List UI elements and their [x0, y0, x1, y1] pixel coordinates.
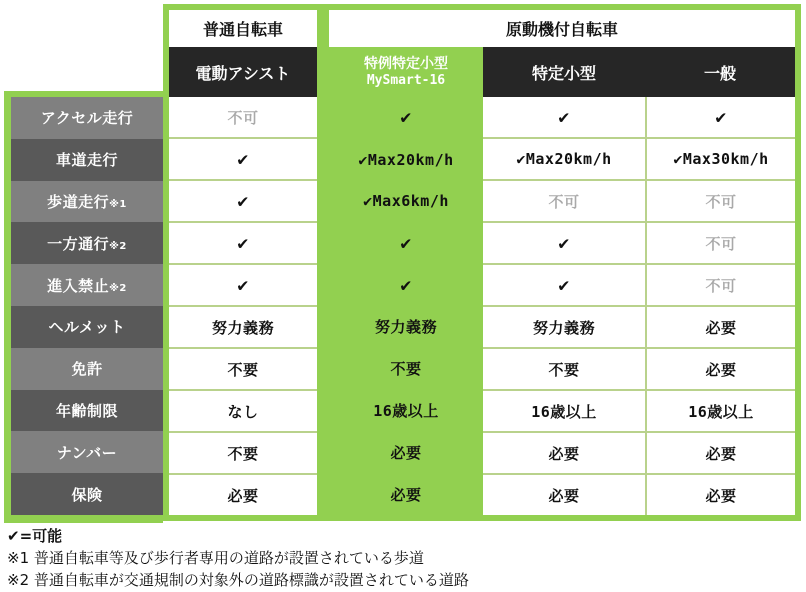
- table-cell: ✔Max6km/h: [363, 192, 449, 211]
- row-label-column: [4, 91, 163, 523]
- table-cell: 努力義務: [483, 305, 645, 347]
- row-label-text: 一方通行: [47, 234, 110, 253]
- column-group-motorized-bicycle: [323, 4, 801, 521]
- group-header-regular-bicycle: 普通自転車: [169, 10, 317, 47]
- table-cell: 必要: [390, 443, 422, 462]
- footnote-1: ※1 普通自転車等及び歩行者専用の道路が設置されている歩道: [7, 549, 424, 567]
- footnotes: [7, 525, 787, 591]
- table-cell: ✔: [400, 107, 412, 129]
- row-label-footnote-ref: ※2: [109, 240, 127, 252]
- table-cell: ✔: [645, 97, 795, 137]
- table-cell: 不要: [390, 360, 422, 379]
- row-label-text: ヘルメット: [48, 318, 126, 337]
- table-cell: 必要: [645, 347, 795, 389]
- column-general-cells: [645, 97, 795, 515]
- row-label-text: 車道走行: [55, 151, 118, 170]
- table-cell: ✔: [169, 179, 317, 221]
- table-cell: ✔Max20km/h: [358, 150, 454, 169]
- motorized-columns: [329, 47, 795, 515]
- table-cell: 必要: [645, 431, 795, 473]
- row-label-footnote-ref: ※1: [109, 198, 127, 210]
- table-cell: ✔: [483, 221, 645, 263]
- table-cell: 不可: [645, 179, 795, 221]
- column-electric-assist: [169, 97, 317, 515]
- row-label: [11, 306, 163, 348]
- row-label: [11, 139, 163, 181]
- row-label: [11, 390, 163, 432]
- row-label-text: 歩道走行: [47, 192, 110, 211]
- table-cell: ✔: [400, 274, 412, 296]
- table-cell: ✔Max20km/h: [483, 137, 645, 179]
- column-group-regular-bicycle: [163, 4, 323, 521]
- column-header-sublabel: MySmart-16: [366, 72, 446, 88]
- column-special-specified-small-cells: [329, 97, 483, 515]
- table-cell: 必要: [169, 473, 317, 515]
- table-cell: ✔: [483, 263, 645, 305]
- row-label-text: 年齢制限: [55, 401, 118, 420]
- column-special-specified-small: [329, 47, 483, 515]
- table-cell: 不可: [483, 179, 645, 221]
- table-cell: 必要: [645, 305, 795, 347]
- table-cell: 必要: [483, 473, 645, 515]
- row-label: [11, 473, 163, 515]
- row-label-footnote-ref: ※2: [109, 282, 127, 294]
- row-label-text: ナンバー: [56, 443, 118, 462]
- row-label: [11, 222, 163, 264]
- table-cell: 努力義務: [169, 305, 317, 347]
- table-cell: ✔: [169, 221, 317, 263]
- table-cell: 不要: [483, 347, 645, 389]
- table-cell: ✔Max30km/h: [645, 137, 795, 179]
- column-header-general: 一般: [645, 47, 795, 97]
- table-cell: ✔: [169, 263, 317, 305]
- table-cell: 16歳以上: [483, 389, 645, 431]
- row-label-text: 進入禁止: [47, 276, 110, 295]
- table-cell: 不要: [169, 431, 317, 473]
- row-label: [11, 181, 163, 223]
- legend-checkmark-meaning: ✔=可能: [7, 527, 63, 545]
- column-header-label: 特例特定小型: [364, 55, 448, 72]
- table-cell: 必要: [390, 485, 422, 504]
- table-cell: ✔: [400, 232, 412, 254]
- column-specified-small-cells: [483, 97, 645, 515]
- table-cell: 必要: [645, 473, 795, 515]
- row-label-text: アクセル走行: [40, 109, 134, 128]
- row-label-text: 免許: [71, 360, 103, 379]
- column-header-electric-assist: 電動アシスト: [169, 47, 317, 97]
- table-cell: ✔: [169, 137, 317, 179]
- row-label-text: 保険: [71, 485, 103, 504]
- table-cell: 16歳以上: [373, 401, 439, 420]
- table-cell: なし: [169, 389, 317, 431]
- row-label: [11, 348, 163, 390]
- table-cell: 不要: [169, 347, 317, 389]
- column-general: [645, 47, 795, 515]
- table-cell: ✔: [558, 106, 570, 128]
- row-label: [11, 97, 163, 139]
- column-specified-small: [483, 47, 645, 515]
- table-cell: 必要: [483, 431, 645, 473]
- table-cell: 不可: [227, 108, 259, 127]
- group-header-motorized-bicycle: 原動機付自転車: [329, 10, 795, 47]
- column-header-special-specified-small: [329, 47, 483, 97]
- row-label: [11, 264, 163, 306]
- table-cell: 16歳以上: [645, 389, 795, 431]
- table-cell: 不可: [645, 221, 795, 263]
- table-cell: 努力義務: [374, 318, 437, 337]
- row-label: [11, 431, 163, 473]
- column-header-specified-small: 特定小型: [483, 47, 645, 97]
- table-cell: 不可: [645, 263, 795, 305]
- footnote-2: ※2 普通自転車が交通規制の対象外の道路標識が設置されている道路: [7, 571, 469, 589]
